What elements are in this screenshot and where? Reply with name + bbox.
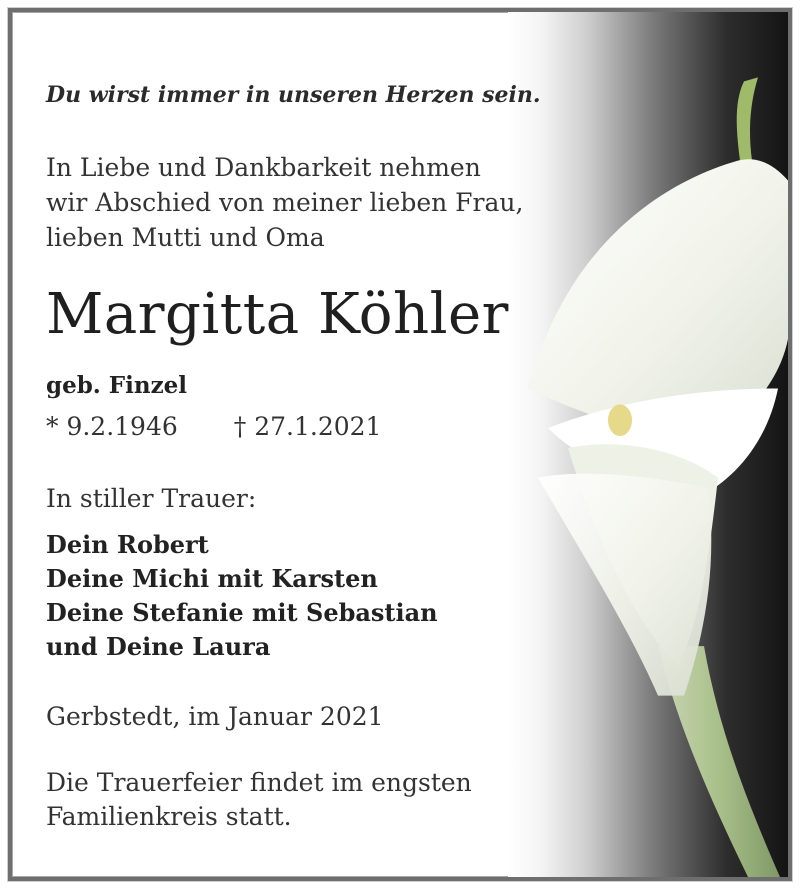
mourning-label: In stiller Trauer: [46,484,257,513]
intro-line: lieben Mutti und Oma [46,223,325,252]
mourner: Deine Stefanie mit Sebastian [46,598,438,627]
intro-line: wir Abschied von meiner lieben Frau, [46,188,524,217]
funeral-notice [46,766,472,834]
notice-line: Die Trauerfeier findet im engsten [46,768,472,797]
intro-text [46,150,523,255]
mourner: Deine Michi mit Karsten [46,564,378,593]
mourner: und Deine Laura [46,632,271,661]
death-date: † 27.1.2021 [233,412,382,441]
birth-date: * 9.2.1946 [46,412,178,441]
motto: Du wirst immer in unseren Herzen sein. [46,82,541,108]
mourners-list [46,528,438,664]
mourner: Dein Robert [46,530,209,559]
deceased-name: Margitta Köhler [46,282,509,347]
intro-line: In Liebe und Dankbarkeit nehmen [46,153,481,182]
obituary-frame [8,8,792,881]
obituary-text [46,12,566,877]
life-dates [46,412,381,441]
birth-name: geb. Finzel [46,372,188,399]
notice-line: Familienkreis statt. [46,802,292,831]
place-date: Gerbstedt, im Januar 2021 [46,702,384,731]
